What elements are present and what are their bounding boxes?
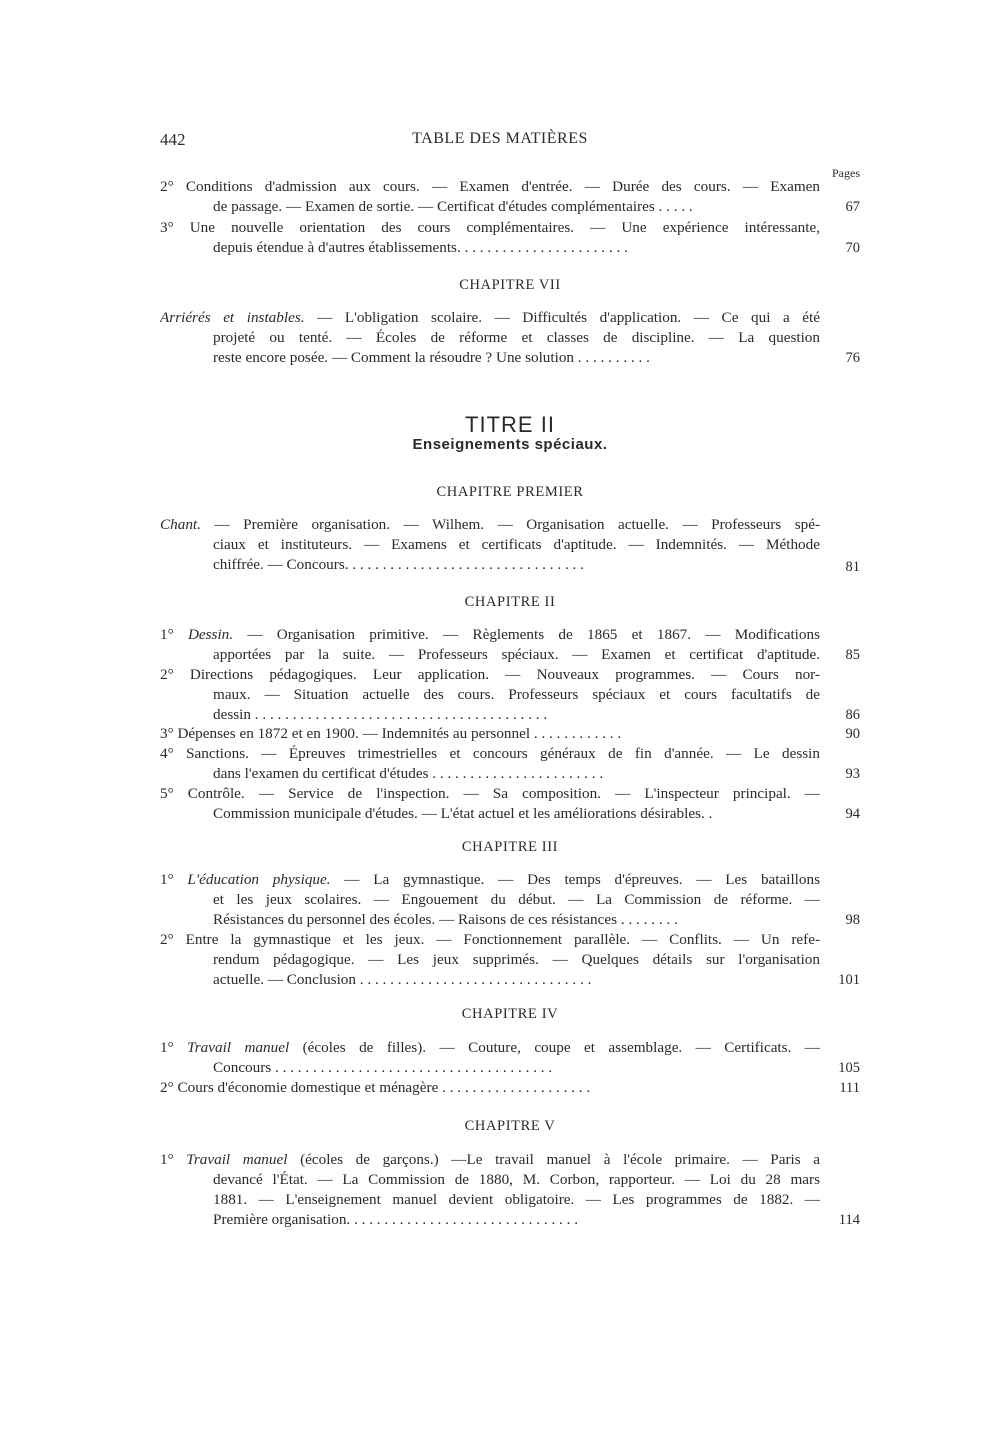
toc-line: Commission municipale d'études. — L'état actuel et les améliorations désirables. . [213, 805, 713, 822]
topic-title: Travail manuel [186, 1151, 288, 1168]
toc-line: actuelle. — Conclusion . . . . . . . . . . . . . . . . . . . . . . . . . . . . . . . [213, 971, 592, 988]
toc-line: reste encore posée. — Comment la résoudre ? Une solution . . . . . . . . . . [213, 349, 650, 366]
toc-line [160, 1150, 820, 1170]
chapter-heading: CHAPITRE V [464, 1118, 556, 1134]
topic-title: Arriérés et instables. [160, 309, 305, 326]
toc-line: devancé l'État. — La Commission de 1880, M. Corbon, rapporteur. — Loi du 28 mars [213, 1171, 820, 1188]
chapter-heading: CHAPITRE II [464, 594, 556, 610]
toc-line: 2° Cours d'économie domestique et ménagère . . . . . . . . . . . . . . . . . . . . [160, 1079, 591, 1096]
page-ref: 85 [845, 647, 860, 663]
toc-line: dessin . . . . . . . . . . . . . . . . . . . . . . . . . . . . . . . . . . . . . . . [213, 706, 548, 723]
toc-line: rendum pédagogique. — Les jeux supprimés. — Quelques détails sur l'organisation [213, 951, 820, 968]
toc-line: 2° Conditions d'admission aux cours. — Examen d'entrée. — Durée des cours. — Examen [160, 178, 820, 195]
topic-title: Chant. [160, 516, 201, 533]
page-ref: 105 [838, 1060, 860, 1076]
toc-line: 3° Une nouvelle orientation des cours complémentaires. — Une expérience intéressante, [160, 219, 820, 236]
titre-heading: TITRE II [465, 412, 555, 437]
toc-line [160, 308, 820, 328]
toc-line: ciaux et instituteurs. — Examens et certificats d'aptitude. — Indemnités. — Méthode [213, 536, 820, 553]
toc-line [160, 625, 820, 645]
page-ref: 93 [845, 766, 860, 782]
page-ref: 101 [838, 972, 860, 988]
toc-line [160, 515, 820, 535]
toc-line: 3° Dépenses en 1872 et en 1900. — Indemnités au personnel . . . . . . . . . . . . [160, 725, 622, 742]
toc-line: projeté ou tenté. — Écoles de réforme et classes de discipline. — La question [213, 329, 820, 346]
page-ref: 90 [845, 726, 860, 742]
page-ref: 67 [845, 199, 860, 215]
toc-number: 1° [160, 1151, 187, 1168]
toc-number: 1° [160, 626, 188, 643]
toc-text: — Organisation primitive. — Règlements de 1865 et 1867. — Modifications [233, 626, 820, 643]
topic-title: Dessin. [187, 626, 234, 643]
page-ref: 76 [845, 350, 860, 366]
toc-line [160, 1038, 820, 1058]
toc-line: et les jeux scolaires. — Engouement du début. — La Commission de réforme. — [213, 891, 820, 908]
page-ref: 70 [845, 240, 860, 256]
chapter-heading: CHAPITRE PREMIER [436, 484, 584, 500]
toc-line: dans l'examen du certificat d'études . . . . . . . . . . . . . . . . . . . . . . . [213, 765, 604, 782]
page-ref: 86 [845, 707, 860, 723]
page-ref: 98 [845, 912, 860, 928]
page-ref: 114 [838, 1212, 860, 1228]
pages-label: Pages [832, 166, 860, 180]
page-ref: 94 [845, 806, 860, 822]
topic-title: Travail manuel [187, 1039, 290, 1056]
toc-line: chiffrée. — Concours. . . . . . . . . . . . . . . . . . . . . . . . . . . . . . . . [213, 556, 584, 573]
page-ref: 81 [845, 559, 860, 575]
page-number: 442 [160, 130, 186, 149]
toc-text: — Première organisation. — Wilhem. — Organisation actuelle. — Professeurs spé- [200, 516, 820, 533]
toc-line: 2° Directions pédagogiques. Leur application. — Nouveaux programmes. — Cours nor- [160, 666, 820, 683]
toc-line: apportées par la suite. — Professeurs spéciaux. — Examen et certificat d'aptitude. [213, 646, 820, 663]
chapter-heading: CHAPITRE IV [461, 1006, 559, 1022]
toc-line: Concours . . . . . . . . . . . . . . . . . . . . . . . . . . . . . . . . . . . . . [213, 1059, 553, 1076]
toc-line: 1881. — L'enseignement manuel devient obligatoire. — Les programmes de 1882. — [213, 1191, 820, 1208]
toc-line: Première organisation. . . . . . . . . . . . . . . . . . . . . . . . . . . . . . . [213, 1211, 579, 1228]
toc-line: de passage. — Examen de sortie. — Certificat d'études complémentaires . . . . . [213, 198, 693, 215]
toc-number: 1° [160, 871, 188, 888]
toc-text: — L'obligation scolaire. — Difficultés d'application. — Ce qui a été [304, 309, 820, 326]
page-ref: 111 [839, 1080, 860, 1096]
toc-number: 1° [160, 1039, 188, 1056]
toc-text: — La gymnastique. — Des temps d'épreuves. — Les bataillons [330, 871, 820, 888]
titre-subtitle: Enseignements spéciaux. [412, 436, 608, 453]
toc-text: (écoles de garçons.) —Le travail manuel à l'école primaire. — Paris a [287, 1151, 820, 1168]
toc-line [160, 870, 820, 890]
toc-line: maux. — Situation actuelle des cours. Professeurs spéciaux et cours facultatifs de [213, 686, 820, 703]
toc-line: Résistances du personnel des écoles. — Raisons de ces résistances . . . . . . . . [213, 911, 678, 928]
toc-line: 4° Sanctions. — Épreuves trimestrielles et concours généraux de fin d'année. — Le dessin [160, 745, 820, 762]
chapter-heading: CHAPITRE VII [459, 277, 561, 293]
toc-line: 2° Entre la gymnastique et les jeux. — Fonctionnement parallèle. — Conflits. — Un refe- [160, 931, 820, 948]
toc-text: (écoles de filles). — Couture, coupe et assemblage. — Certificats. — [289, 1039, 820, 1056]
topic-title: L'éducation physique. [187, 871, 331, 888]
running-title: TABLE DES MATIÈRES [412, 130, 588, 147]
toc-line: depuis étendue à d'autres établissements. . . . . . . . . . . . . . . . . . . . . . . [213, 239, 628, 256]
toc-line: 5° Contrôle. — Service de l'inspection. — Sa composition. — L'inspecteur principal. — [160, 785, 820, 802]
chapter-heading: CHAPITRE III [461, 839, 559, 855]
